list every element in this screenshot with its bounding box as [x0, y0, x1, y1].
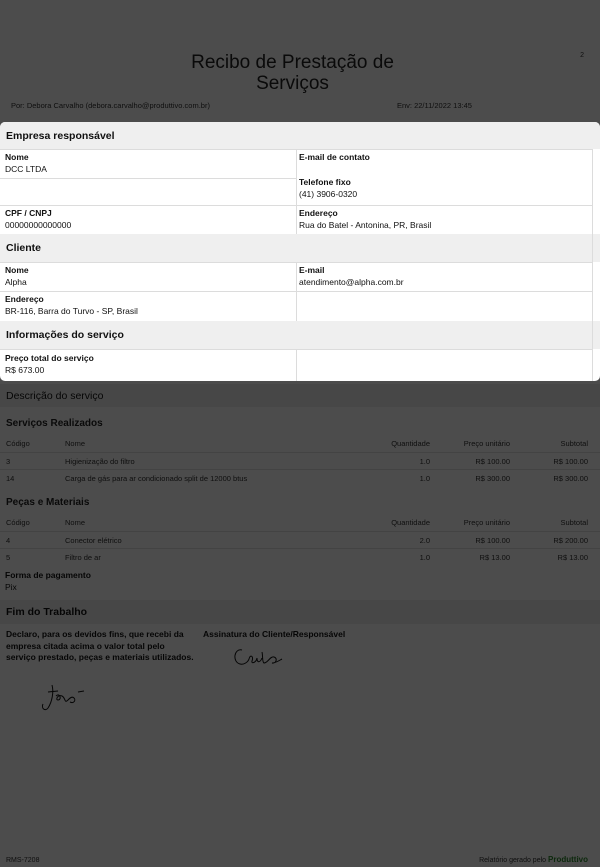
client-address-field	[0, 291, 296, 319]
company-email-label: E-mail de contato	[299, 152, 370, 162]
service-info-heading: Informações do serviço	[0, 321, 600, 349]
client-email-value: atendimento@alpha.com.br	[299, 277, 404, 287]
client-name-field	[0, 262, 296, 290]
highlight-card	[0, 122, 600, 381]
client-name-label: Nome	[5, 265, 29, 275]
company-address-field	[294, 205, 594, 233]
company-cpf-label: CPF / CNPJ	[5, 208, 52, 218]
client-address-value: BR-116, Barra do Turvo - SP, Brasil	[5, 306, 138, 316]
company-phone-field	[294, 174, 594, 202]
company-heading: Empresa responsável	[0, 122, 600, 149]
company-name-field	[0, 149, 296, 177]
client-email-label: E-mail	[299, 265, 325, 275]
company-phone-label: Telefone fixo	[299, 177, 351, 187]
client-address-label: Endereço	[5, 294, 44, 304]
company-cpf-value: 00000000000000	[5, 220, 72, 230]
price-label: Preço total do serviço	[5, 353, 94, 363]
company-name-value: DCC LTDA	[5, 164, 47, 174]
company-address-value: Rua do Batel - Antonina, PR, Brasil	[299, 220, 432, 230]
price-value: R$ 673.00	[5, 365, 45, 375]
company-cpf-field	[0, 205, 296, 233]
client-email-field	[294, 262, 594, 290]
client-name-value: Alpha	[5, 277, 27, 287]
company-phone-value: (41) 3906-0320	[299, 189, 358, 199]
company-address-label: Endereço	[299, 208, 338, 218]
price-field	[0, 350, 296, 378]
company-email-field	[294, 149, 594, 165]
client-heading: Cliente	[0, 234, 600, 262]
company-name-label: Nome	[5, 152, 29, 162]
